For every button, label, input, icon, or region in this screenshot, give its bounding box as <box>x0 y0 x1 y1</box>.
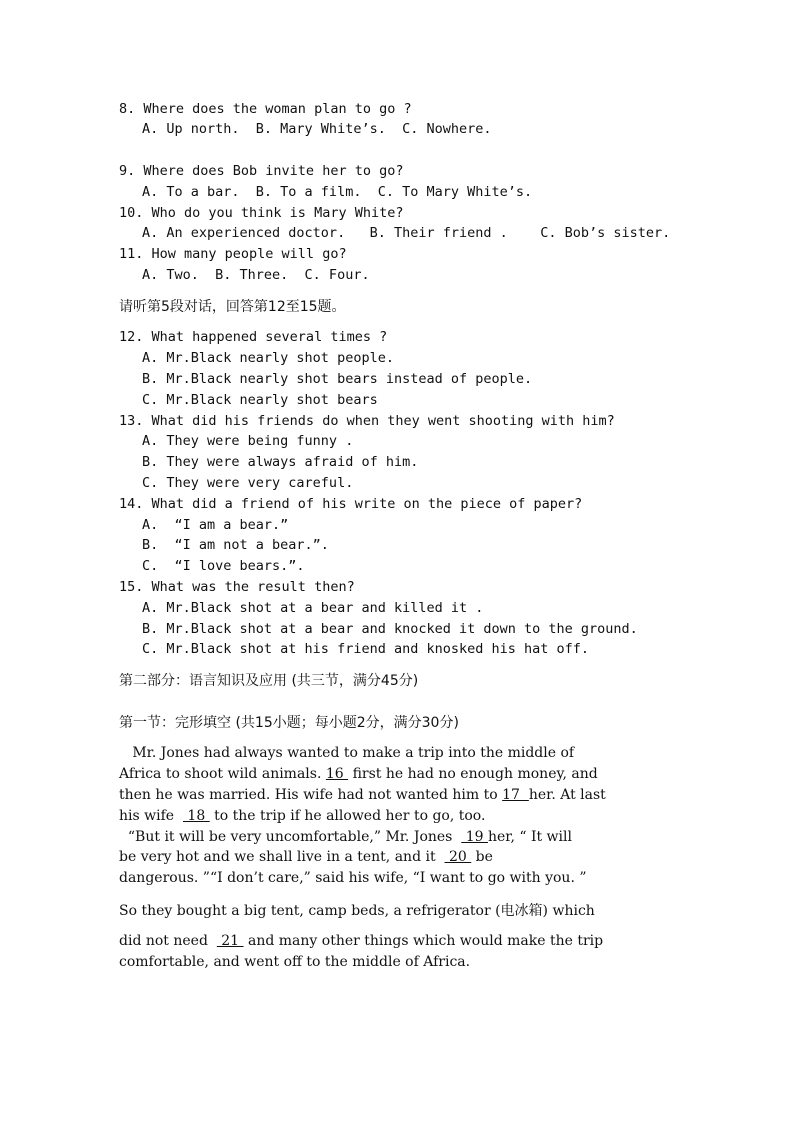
passage-text: be <box>471 849 493 865</box>
question-8-options: A. Up north. B. Mary White’s. C. Nowhere. <box>142 121 492 137</box>
question-14-option-b: B. “I am not a bear.”. <box>142 537 329 553</box>
blank-16: 16 <box>325 766 349 782</box>
question-14-option-a: A. “I am a bear.” <box>142 517 289 533</box>
passage-line <box>119 933 603 949</box>
passage-text: did not need <box>119 933 217 949</box>
question-15-option-b: B. Mr.Black shot at a bear and knocked it down to the ground. <box>142 621 638 637</box>
blank-17: 17 <box>502 787 529 803</box>
passage-line: So they bought a big tent, camp beds, a refrigerator (电冰箱) which <box>119 903 595 919</box>
question-15: 15. What was the result then? <box>119 579 355 595</box>
question-12-option-a: A. Mr.Black nearly shot people. <box>142 350 394 366</box>
listening-instruction: 请听第5段对话，回答第12至15题。 <box>119 299 346 315</box>
blank-18: 18 <box>182 808 210 824</box>
passage-text: be very hot and we shall live in a tent, and it <box>119 849 445 865</box>
passage-line: comfortable, and went off to the middle of Africa. <box>119 954 471 970</box>
passage-text: Africa to shoot wild animals. <box>119 766 326 782</box>
blank-21: 21 <box>216 933 244 949</box>
passage-line <box>119 766 598 782</box>
question-13-option-b: B. They were always afraid of him. <box>142 454 419 470</box>
passage-line <box>119 787 606 803</box>
question-12-option-c: C. Mr.Black nearly shot bears <box>142 392 378 408</box>
question-11: 11. How many people will go? <box>119 246 347 262</box>
question-9: 9. Where does Bob invite her to go? <box>119 163 404 179</box>
passage-text: to the trip if he allowed her to go, too. <box>209 808 486 824</box>
question-15-option-a: A. Mr.Black shot at a bear and killed it . <box>142 600 484 616</box>
question-14-option-c: C. “I love bears.”. <box>142 558 305 574</box>
passage-line <box>119 849 493 865</box>
passage-text: and many other things which would make the trip <box>243 933 604 949</box>
passage-text: then he was married. His wife had not wanted him to <box>119 787 503 803</box>
passage-text: his wife <box>119 808 183 824</box>
passage-line: Mr. Jones had always wanted to make a trip into the middle of <box>119 745 575 761</box>
question-12: 12. What happened several times ? <box>119 329 388 345</box>
question-10-options: A. An experienced doctor. B. Their friend . C. Bob’s sister. <box>142 225 671 241</box>
passage-text: “But it will be very uncomfortable,” Mr. Jones <box>119 829 462 845</box>
question-13: 13. What did his friends do when they went shooting with him? <box>119 413 615 429</box>
question-12-option-b: B. Mr.Black nearly shot bears instead of people. <box>142 371 533 387</box>
question-8: 8. Where does the woman plan to go ? <box>119 101 412 117</box>
passage-line: dangerous. ”“I don’t care,” said his wife, “I want to go with you. ” <box>119 870 587 886</box>
passage-line <box>119 829 572 845</box>
question-10: 10. Who do you think is Mary White? <box>119 205 404 221</box>
passage-text: her, “ It will <box>487 829 572 845</box>
question-13-option-a: A. They were being funny . <box>142 433 354 449</box>
question-9-options: A. To a bar. B. To a film. C. To Mary White’s. <box>142 184 533 200</box>
passage-text: first he had no enough money, and <box>348 766 598 782</box>
question-15-option-c: C. Mr.Black shot at his friend and knosked his hat off. <box>142 641 590 657</box>
passage-text: her. At last <box>528 787 606 803</box>
question-13-option-c: C. They were very careful. <box>142 475 354 491</box>
question-11-options: A. Two. B. Three. C. Four. <box>142 267 370 283</box>
question-14: 14. What did a friend of his write on the piece of paper? <box>119 496 583 512</box>
cloze-section-title: 第一节：完形填空 (共15小题；每小题2分，满分30分) <box>119 715 459 731</box>
passage-line <box>119 808 485 824</box>
blank-19: 19 <box>461 829 488 845</box>
blank-20: 20 <box>444 849 472 865</box>
part-two-title: 第二部分：语言知识及应用 (共三节，满分45分) <box>119 673 419 689</box>
